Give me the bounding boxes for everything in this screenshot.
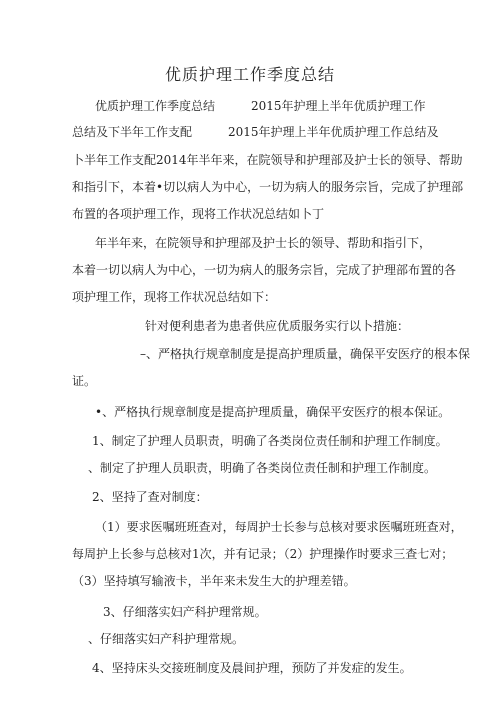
paragraph-line: （3）坚持填写输液卡，半年来未发生大的护理差错。	[72, 574, 356, 588]
paragraph-line: 总结及下半年工作支配 2015年护理上半年优质护理工作总结及	[72, 125, 439, 139]
paragraph-line: 1、制定了护理人员职责，明确了各类岗位责任制和护理工作制度。	[92, 434, 448, 448]
paragraph-line: –、严格执行规章制度是提高护理质量，确保平安医疗的根本保	[140, 347, 471, 361]
paragraph-line: 项护理工作，现将工作状况总结如下：	[72, 290, 277, 304]
paragraph-line: 优质护理工作季度总结 2015年护理上半年优质护理工作	[95, 99, 426, 113]
paragraph-line: 2、坚持了查对制度：	[92, 490, 208, 504]
paragraph-line: 4、坚持床头交接班制度及晨间护理，预防了并发症的发生。	[92, 661, 412, 675]
page-title: 优质护理工作季度总结	[164, 65, 335, 84]
paragraph-line: 年半年来，在院领导和护理部及护士长的领导、帮助和指引下，	[95, 236, 432, 250]
paragraph-line: （1）要求医嘱班班查对，每周护士长参与总核对要求医嘱班班查对，	[95, 520, 463, 534]
paragraph-line: 和指引下，本着•切以病人为中心，一切为病人的服务宗旨，完成了护理部	[72, 180, 464, 194]
paragraph-line: 证。	[72, 374, 97, 388]
paragraph-line: 、仔细落实妇产科护理常规。	[88, 632, 245, 646]
paragraph-line: 卜半年工作支配2014年半年来，在院领导和护理部及护士长的领导、帮助	[72, 153, 463, 167]
paragraph-line: 针对便利患者为患者供应优质服务实行以卜措施：	[145, 319, 410, 333]
paragraph-line: 3、仔细落实妇产科护理常规。	[103, 605, 267, 619]
paragraph-line: 每周护上长参与总核对1次，并有记录；（2）护理操作时要求三查七对；	[72, 547, 454, 561]
paragraph-line: •、严格执行规章制度是提高护理质量，确保平安医疗的根本保证。	[95, 405, 451, 419]
paragraph-line: 布置的各项护理工作，现将工作状况总结如卜丁	[72, 207, 325, 221]
paragraph-line: 本着一切以病人为中心，一切为病人的服务宗旨，完成了护理部布置的各	[72, 263, 457, 277]
paragraph-line: 、制定了护理人员职责，明确了各类岗位责任制和护理工作制度。	[88, 461, 437, 475]
